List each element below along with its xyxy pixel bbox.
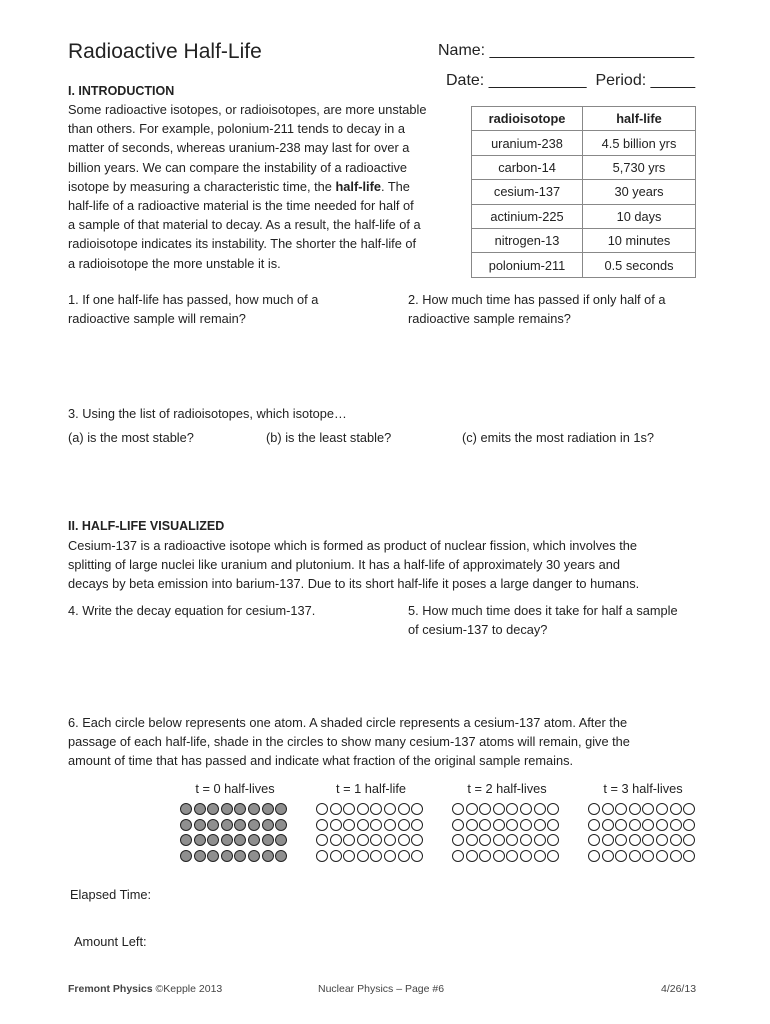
table-row bbox=[472, 180, 696, 204]
empty-atom-circle bbox=[330, 834, 342, 846]
empty-atom-circle bbox=[466, 850, 478, 862]
question-2-line: radioactive sample remains? bbox=[408, 311, 571, 326]
question-2-line: 2. How much time has passed if only half of a bbox=[408, 292, 666, 307]
atom-grid-t0 bbox=[180, 803, 289, 865]
empty-atom-circle bbox=[602, 803, 614, 815]
question-3b: (b) is the least stable? bbox=[266, 430, 392, 445]
question-2 bbox=[408, 290, 666, 328]
empty-atom-circle bbox=[316, 850, 328, 862]
empty-atom-circle bbox=[506, 819, 518, 831]
empty-atom-circle bbox=[330, 850, 342, 862]
empty-atom-circle bbox=[384, 850, 396, 862]
empty-atom-circle bbox=[683, 850, 695, 862]
empty-atom-circle bbox=[370, 834, 382, 846]
empty-atom-circle bbox=[411, 834, 423, 846]
isotope-cell: carbon-14 bbox=[472, 155, 583, 179]
empty-atom-circle bbox=[479, 834, 491, 846]
intro-line: half-life of a radioactive material is the time needed for half of bbox=[68, 198, 414, 214]
empty-atom-circle bbox=[384, 819, 396, 831]
intro-line: a sample of that material to decay. As a result, the half-life of a bbox=[68, 217, 421, 233]
empty-atom-circle bbox=[343, 834, 355, 846]
half-life-cell: 30 years bbox=[583, 180, 696, 204]
shaded-atom-circle bbox=[275, 803, 287, 815]
empty-atom-circle bbox=[316, 834, 328, 846]
elapsed-time-label: Elapsed Time: bbox=[70, 887, 152, 902]
half-life-cell: 10 days bbox=[583, 204, 696, 228]
atom-grid-t3 bbox=[588, 803, 697, 865]
shaded-atom-circle bbox=[234, 803, 246, 815]
empty-atom-circle bbox=[615, 803, 627, 815]
empty-atom-circle bbox=[547, 834, 559, 846]
page-title: Radioactive Half-Life bbox=[68, 40, 262, 63]
shaded-atom-circle bbox=[221, 834, 233, 846]
empty-atom-circle bbox=[520, 819, 532, 831]
empty-atom-circle bbox=[316, 803, 328, 815]
table-header-row bbox=[472, 107, 696, 131]
empty-atom-circle bbox=[670, 850, 682, 862]
empty-atom-circle bbox=[547, 819, 559, 831]
section-2-line: Cesium-137 is a radioactive isotope which is formed as product of nuclear fission, which involves the bbox=[68, 538, 638, 553]
empty-atom-circle bbox=[330, 803, 342, 815]
empty-atom-circle bbox=[343, 850, 355, 862]
empty-atom-circle bbox=[670, 819, 682, 831]
empty-atom-circle bbox=[398, 834, 410, 846]
empty-atom-circle bbox=[670, 803, 682, 815]
empty-atom-circle bbox=[398, 850, 410, 862]
empty-atom-circle bbox=[534, 819, 546, 831]
empty-atom-circle bbox=[547, 803, 559, 815]
empty-atom-circle bbox=[370, 803, 382, 815]
empty-atom-circle bbox=[330, 819, 342, 831]
question-5-line: 5. How much time does it take for half a sample bbox=[408, 603, 678, 618]
empty-atom-circle bbox=[316, 819, 328, 831]
isotope-cell: actinium-225 bbox=[472, 204, 583, 228]
shaded-atom-circle bbox=[275, 850, 287, 862]
shaded-atom-circle bbox=[248, 850, 260, 862]
empty-atom-circle bbox=[493, 803, 505, 815]
empty-atom-circle bbox=[452, 819, 464, 831]
table-row bbox=[472, 155, 696, 179]
shaded-atom-circle bbox=[194, 803, 206, 815]
shaded-atom-circle bbox=[234, 850, 246, 862]
empty-atom-circle bbox=[670, 834, 682, 846]
empty-atom-circle bbox=[506, 850, 518, 862]
empty-atom-circle bbox=[520, 834, 532, 846]
shaded-atom-circle bbox=[221, 850, 233, 862]
empty-atom-circle bbox=[466, 819, 478, 831]
empty-atom-circle bbox=[588, 850, 600, 862]
column-header-radioisotope: radioisotope bbox=[472, 107, 583, 131]
empty-atom-circle bbox=[642, 834, 654, 846]
question-3c: (c) emits the most radiation in 1s? bbox=[462, 430, 655, 445]
shaded-atom-circle bbox=[207, 819, 219, 831]
empty-atom-circle bbox=[547, 850, 559, 862]
empty-atom-circle bbox=[452, 803, 464, 815]
shaded-atom-circle bbox=[248, 819, 260, 831]
empty-atom-circle bbox=[629, 803, 641, 815]
empty-atom-circle bbox=[656, 803, 668, 815]
empty-atom-circle bbox=[588, 803, 600, 815]
question-4: 4. Write the decay equation for cesium-137. bbox=[68, 603, 316, 618]
footer-date: 4/26/13 bbox=[661, 983, 697, 995]
half-life-cell: 10 minutes bbox=[583, 228, 696, 252]
half-life-cell: 4.5 billion yrs bbox=[583, 131, 696, 155]
half-life-table bbox=[471, 106, 696, 278]
grid-label-t1: t = 1 half-life bbox=[335, 781, 407, 796]
question-6-line: amount of time that has passed and indicate what fraction of the original sample remains. bbox=[68, 753, 574, 769]
empty-atom-circle bbox=[602, 834, 614, 846]
intro-line: radioisotope indicates its instability. The shorter the half-life of bbox=[68, 236, 417, 252]
footer-left bbox=[68, 983, 222, 995]
empty-atom-circle bbox=[384, 803, 396, 815]
half-life-cell: 5,730 yrs bbox=[583, 155, 696, 179]
empty-atom-circle bbox=[588, 819, 600, 831]
intro-line: billion years. We can compare the instability of a radioactive bbox=[68, 159, 408, 175]
empty-atom-circle bbox=[506, 803, 518, 815]
empty-atom-circle bbox=[615, 834, 627, 846]
shaded-atom-circle bbox=[207, 834, 219, 846]
shaded-atom-circle bbox=[234, 834, 246, 846]
empty-atom-circle bbox=[370, 850, 382, 862]
empty-atom-circle bbox=[629, 834, 641, 846]
empty-atom-circle bbox=[683, 803, 695, 815]
isotope-cell: cesium-137 bbox=[472, 180, 583, 204]
empty-atom-circle bbox=[520, 803, 532, 815]
empty-atom-circle bbox=[656, 834, 668, 846]
empty-atom-circle bbox=[656, 850, 668, 862]
isotope-cell: uranium-238 bbox=[472, 131, 583, 155]
shaded-atom-circle bbox=[180, 803, 192, 815]
amount-left-label: Amount Left: bbox=[74, 934, 147, 949]
shaded-atom-circle bbox=[180, 819, 192, 831]
empty-atom-circle bbox=[656, 819, 668, 831]
shaded-atom-circle bbox=[234, 819, 246, 831]
shaded-atom-circle bbox=[180, 850, 192, 862]
shaded-atom-circle bbox=[207, 803, 219, 815]
shaded-atom-circle bbox=[262, 819, 274, 831]
isotope-cell: polonium-211 bbox=[472, 253, 583, 277]
empty-atom-circle bbox=[384, 834, 396, 846]
shaded-atom-circle bbox=[248, 834, 260, 846]
name-line: Name: _______________________ bbox=[438, 42, 695, 59]
question-5-line: of cesium-137 to decay? bbox=[408, 622, 548, 637]
table-row bbox=[472, 204, 696, 228]
section-2-line: decays by beta emission into barium-137. Due to its short half-life it poses a large danger to humans. bbox=[68, 576, 640, 592]
empty-atom-circle bbox=[602, 850, 614, 862]
empty-atom-circle bbox=[479, 819, 491, 831]
question-6-line: 6. Each circle below represents one atom. A shaded circle represents a cesium-137 atom. After the bbox=[68, 715, 628, 730]
empty-atom-circle bbox=[466, 803, 478, 815]
empty-atom-circle bbox=[602, 819, 614, 831]
section-2-paragraph bbox=[68, 536, 728, 594]
shaded-atom-circle bbox=[207, 850, 219, 862]
empty-atom-circle bbox=[343, 819, 355, 831]
atom-grid-t2 bbox=[452, 803, 561, 865]
intro-line: Some radioactive isotopes, or radioisotopes, are more unstable bbox=[68, 102, 427, 117]
empty-atom-circle bbox=[520, 850, 532, 862]
question-1-line: radioactive sample will remain? bbox=[68, 311, 246, 326]
empty-atom-circle bbox=[642, 819, 654, 831]
empty-atom-circle bbox=[506, 834, 518, 846]
empty-atom-circle bbox=[357, 834, 369, 846]
grid-label-t3: t = 3 half-lives bbox=[603, 781, 683, 796]
table-row bbox=[472, 131, 696, 155]
half-life-cell: 0.5 seconds bbox=[583, 253, 696, 277]
footer-center: Nuclear Physics – Page #6 bbox=[318, 983, 445, 995]
table-row bbox=[472, 228, 696, 252]
empty-atom-circle bbox=[588, 834, 600, 846]
question-6-line: passage of each half-life, shade in the circles to show many cesium-137 atoms will remain, give the bbox=[68, 734, 630, 750]
section-2-line: splitting of large nuclei like uranium and plutonium. It has a half-life of approximately 30 years and bbox=[68, 557, 620, 573]
question-3: 3. Using the list of radioisotopes, which isotope… bbox=[68, 406, 347, 421]
shaded-atom-circle bbox=[248, 803, 260, 815]
empty-atom-circle bbox=[411, 803, 423, 815]
intro-heading: I. INTRODUCTION bbox=[68, 84, 175, 98]
empty-atom-circle bbox=[642, 803, 654, 815]
intro-line: than others. For example, polonium-211 tends to decay in a bbox=[68, 121, 405, 137]
shaded-atom-circle bbox=[262, 803, 274, 815]
column-header-half-life: half-life bbox=[583, 107, 696, 131]
intro-line: matter of seconds, whereas uranium-238 may last for over a bbox=[68, 140, 410, 156]
shaded-atom-circle bbox=[262, 850, 274, 862]
empty-atom-circle bbox=[534, 803, 546, 815]
empty-atom-circle bbox=[479, 850, 491, 862]
empty-atom-circle bbox=[357, 803, 369, 815]
empty-atom-circle bbox=[534, 834, 546, 846]
grid-label-t2: t = 2 half-lives bbox=[467, 781, 547, 796]
atom-grid-t1 bbox=[316, 803, 425, 865]
empty-atom-circle bbox=[398, 819, 410, 831]
shaded-atom-circle bbox=[275, 819, 287, 831]
empty-atom-circle bbox=[411, 850, 423, 862]
date-period-line: Date: ___________ Period: _____ bbox=[446, 72, 696, 89]
empty-atom-circle bbox=[370, 819, 382, 831]
shaded-atom-circle bbox=[194, 850, 206, 862]
shaded-atom-circle bbox=[262, 834, 274, 846]
empty-atom-circle bbox=[615, 819, 627, 831]
shaded-atom-circle bbox=[194, 834, 206, 846]
question-5 bbox=[408, 601, 678, 639]
intro-line-text: isotope by measuring a characteristic time, the bbox=[68, 178, 332, 194]
section-2-heading: II. HALF-LIFE VISUALIZED bbox=[68, 519, 225, 533]
empty-atom-circle bbox=[683, 834, 695, 846]
empty-atom-circle bbox=[629, 819, 641, 831]
shaded-atom-circle bbox=[180, 834, 192, 846]
empty-atom-circle bbox=[466, 834, 478, 846]
empty-atom-circle bbox=[683, 819, 695, 831]
question-6 bbox=[68, 713, 728, 771]
empty-atom-circle bbox=[479, 803, 491, 815]
empty-atom-circle bbox=[357, 819, 369, 831]
empty-atom-circle bbox=[615, 850, 627, 862]
intro-paragraph bbox=[68, 100, 463, 273]
shaded-atom-circle bbox=[221, 803, 233, 815]
empty-atom-circle bbox=[629, 850, 641, 862]
grid-label-t0: t = 0 half-lives bbox=[195, 781, 275, 796]
empty-atom-circle bbox=[343, 803, 355, 815]
shaded-atom-circle bbox=[194, 819, 206, 831]
table-row bbox=[472, 253, 696, 277]
intro-line-tail: . The bbox=[380, 178, 410, 194]
question-3a: (a) is the most stable? bbox=[68, 430, 194, 445]
intro-line bbox=[68, 177, 463, 196]
question-1-line: 1. If one half-life has passed, how much of a bbox=[68, 292, 319, 307]
shaded-atom-circle bbox=[275, 834, 287, 846]
empty-atom-circle bbox=[357, 850, 369, 862]
empty-atom-circle bbox=[493, 850, 505, 862]
shaded-atom-circle bbox=[221, 819, 233, 831]
isotope-cell: nitrogen-13 bbox=[472, 228, 583, 252]
footer-copyright: ©Kepple 2013 bbox=[152, 983, 223, 995]
empty-atom-circle bbox=[411, 819, 423, 831]
half-life-term: half-life bbox=[335, 178, 381, 194]
empty-atom-circle bbox=[493, 819, 505, 831]
empty-atom-circle bbox=[452, 850, 464, 862]
intro-line: a radioisotope the more unstable it is. bbox=[68, 255, 281, 271]
footer-org: Fremont Physics bbox=[68, 983, 153, 995]
empty-atom-circle bbox=[534, 850, 546, 862]
empty-atom-circle bbox=[452, 834, 464, 846]
empty-atom-circle bbox=[493, 834, 505, 846]
question-1 bbox=[68, 290, 318, 328]
empty-atom-circle bbox=[398, 803, 410, 815]
empty-atom-circle bbox=[642, 850, 654, 862]
